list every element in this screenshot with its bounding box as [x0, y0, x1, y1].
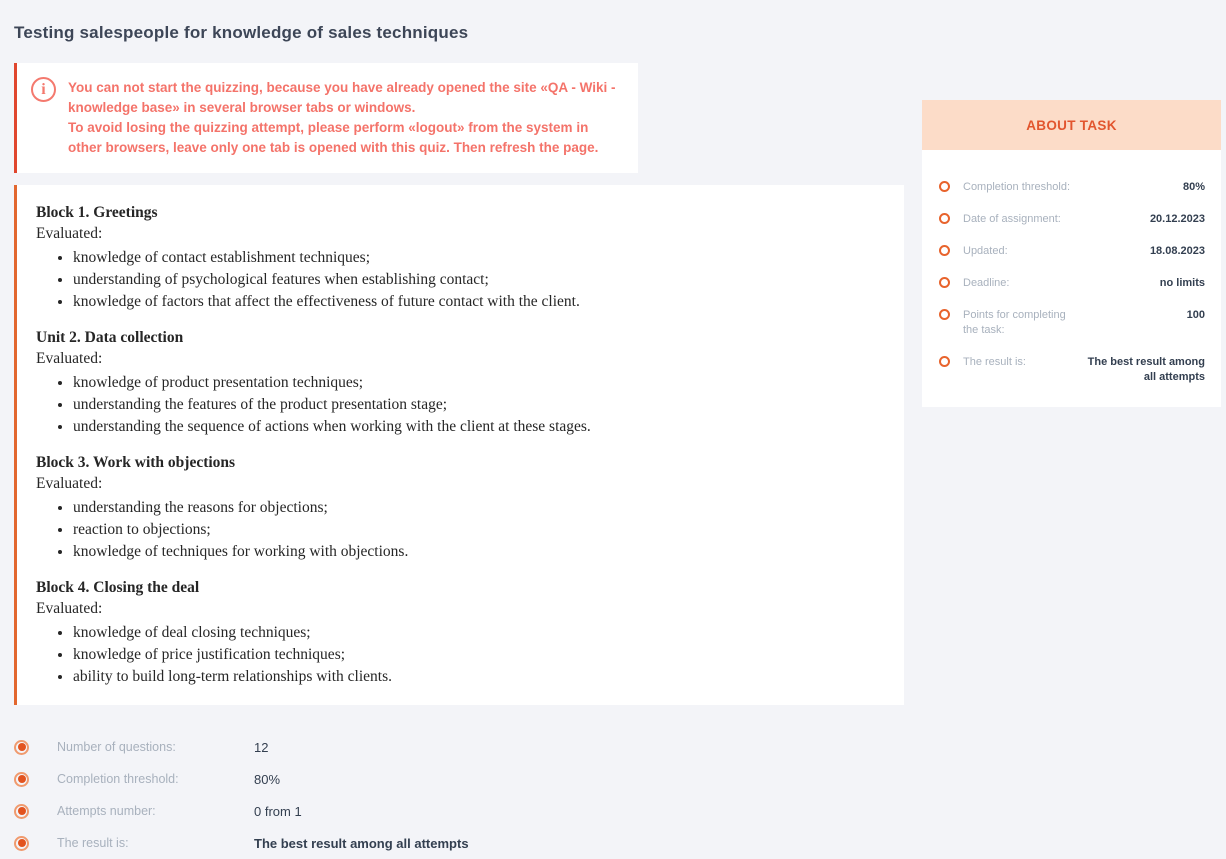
ring-bullet-icon: [939, 277, 950, 288]
summary-value: 80%: [254, 771, 281, 787]
evaluated-item: • understanding the reasons for objections;: [73, 497, 880, 519]
ring-bullet-icon: [939, 245, 950, 256]
evaluated-item: • knowledge of contact establishment techniques;: [73, 247, 880, 269]
summary-value: 12: [254, 739, 269, 755]
task-detail-row: [939, 212, 1205, 227]
summary-value: The best result among all attempts: [254, 835, 469, 851]
task-detail-row: [939, 308, 1205, 338]
radio-bullet-icon: [14, 772, 29, 787]
evaluated-item: • knowledge of techniques for working with objections.: [73, 541, 880, 563]
about-task-card: [922, 100, 1221, 407]
task-detail-label: Date of assignment:: [963, 213, 1061, 225]
about-task-header: ABOUT TASK: [922, 100, 1221, 150]
evaluated-item: • ability to build long-term relationships with clients.: [73, 666, 880, 688]
task-detail-row: [939, 244, 1205, 259]
task-detail-label: Points for completing the task:: [963, 309, 1066, 336]
task-detail-row: [939, 355, 1205, 385]
ring-bullet-icon: [939, 356, 950, 367]
block-title: Block 3. Work with objections: [36, 454, 236, 471]
radio-bullet-icon: [14, 740, 29, 755]
task-detail-value: no limits: [1159, 277, 1205, 289]
summary-value: 0 from 1: [254, 803, 302, 819]
summary-label: Attempts number:: [57, 804, 156, 818]
ring-bullet-icon: [939, 213, 950, 224]
block-subtitle: Evaluated:: [36, 225, 103, 242]
evaluated-item: • understanding the sequence of actions when working with the client at these stages.: [73, 416, 880, 438]
warning-line: You can not start the quizzing, because you have already opened the site «QA - Wiki - knowledge base» in several browser tabs or windows.: [68, 80, 616, 115]
description-block: [36, 577, 880, 688]
evaluated-item: • understanding the features of the product presentation stage;: [73, 394, 880, 416]
summary-row: [14, 795, 914, 827]
description-block: [36, 327, 880, 438]
evaluated-item: • knowledge of price justification techniques;: [73, 644, 880, 666]
summary-label: The result is:: [57, 836, 129, 850]
evaluated-list: [36, 497, 880, 563]
summary-row: [14, 731, 914, 763]
page-title: Testing salespeople for knowledge of sales techniques: [14, 23, 469, 43]
ring-bullet-icon: [939, 309, 950, 320]
warning-text: [68, 78, 618, 158]
summary-row: [14, 763, 914, 795]
evaluated-list: [36, 247, 880, 313]
warning-line: To avoid losing the quizzing attempt, please perform «logout» from the system in other browsers, leave only one tab is opened with this quiz. Then refresh the page.: [68, 120, 599, 155]
evaluated-item: • knowledge of factors that affect the effectiveness of future contact with the client.: [73, 291, 880, 313]
warning-notice: [14, 63, 638, 173]
summary-label: Number of questions:: [57, 740, 176, 754]
task-detail-row: [939, 180, 1205, 195]
ring-bullet-icon: [939, 181, 950, 192]
summary-row: [14, 827, 914, 859]
evaluated-list: [36, 372, 880, 438]
task-detail-label: The result is:: [963, 356, 1026, 368]
block-subtitle: Evaluated:: [36, 350, 103, 367]
task-detail-value: 18.08.2023: [1149, 245, 1205, 257]
radio-bullet-icon: [14, 804, 29, 819]
about-task-body: [922, 150, 1221, 407]
evaluated-item: • knowledge of product presentation techniques;: [73, 372, 880, 394]
task-description-card: [14, 185, 904, 705]
task-detail-label: Deadline:: [963, 277, 1010, 289]
task-detail-value: 20.12.2023: [1149, 213, 1205, 225]
evaluated-item: • knowledge of deal closing techniques;: [73, 622, 880, 644]
summary-label: Completion threshold:: [57, 772, 179, 786]
block-subtitle: Evaluated:: [36, 600, 103, 617]
quiz-summary-list: [14, 731, 914, 859]
task-detail-label: Updated:: [963, 245, 1008, 257]
task-detail-row: [939, 276, 1205, 291]
evaluated-item: • reaction to objections;: [73, 519, 880, 541]
evaluated-list: [36, 622, 880, 688]
description-block: [36, 452, 880, 563]
block-title: Block 1. Greetings: [36, 204, 158, 221]
radio-bullet-icon: [14, 836, 29, 851]
block-title: Block 4. Closing the deal: [36, 579, 200, 596]
block-title: Unit 2. Data collection: [36, 329, 184, 346]
block-subtitle: Evaluated:: [36, 475, 103, 492]
evaluated-item: • understanding of psychological features when establishing contact;: [73, 269, 880, 291]
info-icon: i: [31, 77, 56, 102]
description-block: [36, 202, 880, 313]
task-detail-value: 100: [1186, 309, 1205, 321]
task-detail-label: Completion threshold:: [963, 181, 1071, 193]
task-detail-value: 80%: [1182, 181, 1205, 193]
task-detail-value: The best result among all attempts: [1087, 356, 1205, 383]
